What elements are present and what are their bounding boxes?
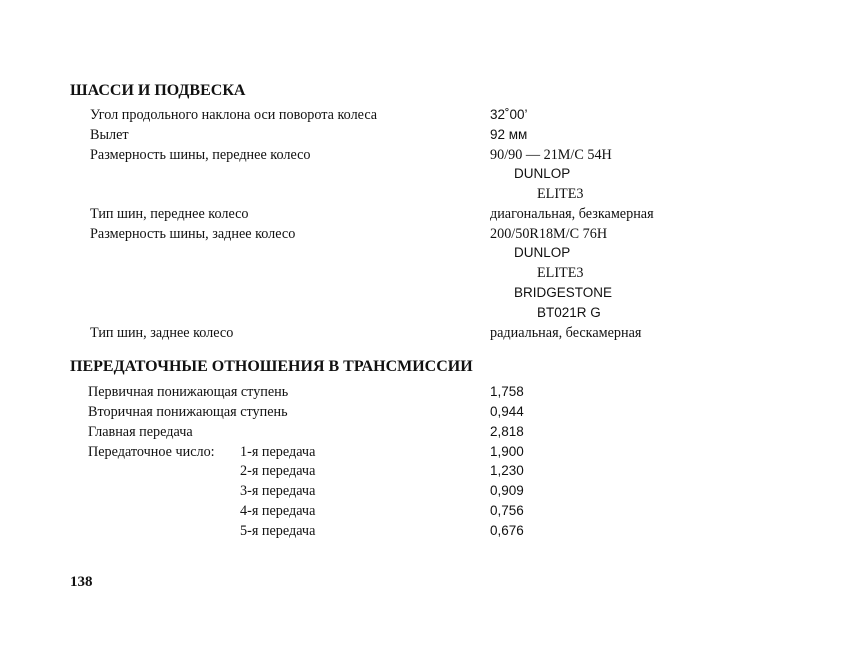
rear-tire-model-1: ELITE3	[537, 265, 584, 281]
front-tire-size-value: 90/90 — 21M/C 54H	[490, 147, 612, 163]
gear-3-label: 3-я передача	[240, 483, 316, 499]
gear-4-value: 0,756	[490, 503, 524, 518]
rear-tire-brand-2: BRIDGESTONE	[514, 285, 613, 300]
gear-5-value: 0,676	[490, 523, 524, 538]
rear-tire-brand-1: DUNLOP	[514, 245, 571, 260]
rear-tire-size-value: 200/50R18M/C 76H	[490, 226, 608, 242]
primary-reduction-label: Первичная понижающая ступень	[88, 384, 289, 400]
trail-value: 92 мм	[490, 127, 528, 142]
gear-5-label: 5-я передача	[240, 523, 316, 539]
gear-1-value: 1,900	[490, 444, 524, 459]
gear-1-label: 1-я передача	[240, 444, 316, 460]
front-tire-type-value: диагональная, безкамерная	[490, 206, 654, 222]
secondary-reduction-value: 0,944	[490, 404, 524, 419]
gear-2-label: 2-я передача	[240, 463, 316, 479]
caster-value: 32˚00’	[490, 107, 528, 122]
gear-4-label: 4-я передача	[240, 503, 316, 519]
trail-label: Вылет	[90, 127, 129, 143]
front-tire-type-label: Тип шин, переднее колесо	[90, 206, 249, 222]
gear-2-value: 1,230	[490, 463, 524, 478]
caster-label: Угол продольного наклона оси поворота колеса	[90, 107, 378, 123]
front-tire-model: ELITE3	[537, 186, 584, 202]
final-drive-value: 2,818	[490, 424, 524, 439]
gear-ratio-label: Передаточное число:	[88, 444, 215, 460]
secondary-reduction-label: Вторичная понижающая ступень	[88, 404, 288, 420]
final-drive-label: Главная передача	[88, 424, 193, 440]
rear-tire-type-value: радиальная, бескамерная	[490, 325, 642, 341]
rear-tire-size-label: Размерность шины, заднее колесо	[90, 226, 296, 242]
rear-tire-type-label: Тип шин, заднее колесо	[90, 325, 234, 341]
chassis-heading: ШАССИ И ПОДВЕСКА	[70, 82, 246, 99]
gear-3-value: 0,909	[490, 483, 524, 498]
transmission-heading: ПЕРЕДАТОЧНЫЕ ОТНОШЕНИЯ В ТРАНСМИССИИ	[70, 358, 473, 375]
rear-tire-model-2: BT021R G	[537, 305, 601, 320]
front-tire-size-label: Размерность шины, переднее колесо	[90, 147, 311, 163]
primary-reduction-value: 1,758	[490, 384, 524, 399]
page-number: 138	[70, 574, 93, 590]
front-tire-brand: DUNLOP	[514, 166, 571, 181]
